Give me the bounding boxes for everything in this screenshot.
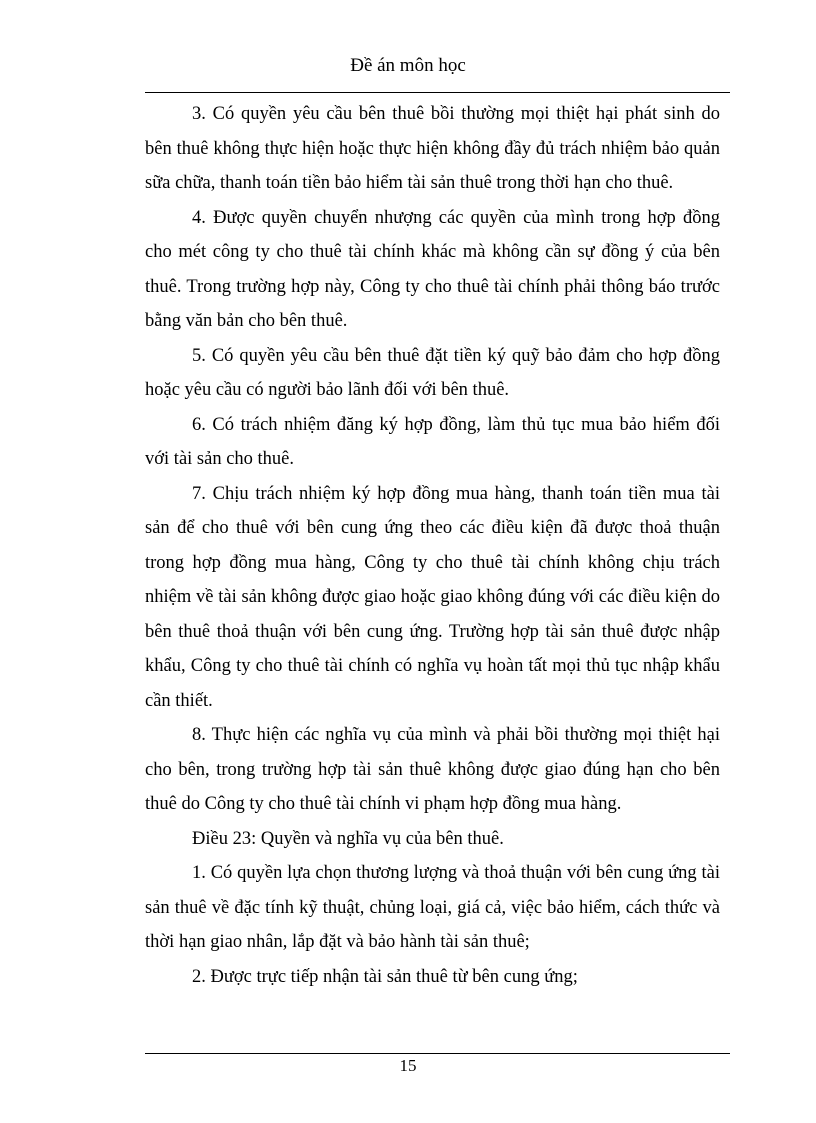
document-body: [145, 97, 720, 994]
footer-divider: [145, 1053, 730, 1054]
paragraph-item-4: 4. Được quyền chuyển nhượng các quyền của mình trong hợp đồng cho mét công ty cho thuê tài chính khác mà không cần sự đồng ý của bên thuê. Trong trường hợp này, Công ty cho thuê tài chính phải thông báo trước bằng văn bản cho bên thuê.: [145, 207, 720, 331]
paragraph-item-3: 3. Có quyền yêu cầu bên thuê bồi thường mọi thiệt hại phát sinh do bên thuê không thực hiện hoặc thực hiện không đầy đủ trách nhiệm bảo quản sữa chữa, thanh toán tiền bảo hiểm tài sản thuê trong thời hạn cho thuê.: [145, 104, 720, 193]
paragraph-item-6: 6. Có trách nhiệm đăng ký hợp đồng, làm thủ tục mua bảo hiểm đối với tài sản cho thuê.: [145, 414, 720, 469]
page-header-title: Đề án môn học: [350, 55, 466, 76]
paragraph-item-8: 8. Thực hiện các nghĩa vụ của mình và phải bồi thường mọi thiệt hại cho bên, trong trường hợp tài sản thuê không được giao đúng hạn cho bên thuê do Công ty cho thuê tài chính vi phạm hợp đồng mua hàng.: [145, 725, 720, 814]
header-divider: [145, 92, 730, 93]
page-number: 15: [399, 1056, 417, 1075]
paragraph-item-5: 5. Có quyền yêu cầu bên thuê đặt tiền ký quỹ bảo đảm cho hợp đồng hoặc yêu cầu có người bảo lãnh đối với bên thuê.: [145, 345, 720, 400]
paragraph-lessee-2: 2. Được trực tiếp nhận tài sản thuê từ bên cung ứng;: [192, 966, 578, 987]
paragraph-lessee-1: 1. Có quyền lựa chọn thương lượng và thoả thuận với bên cung ứng tài sản thuê về đặc tính kỹ thuật, chủng loại, giá cả, việc bảo hiểm, cách thức và thời hạn giao nhân, lắp đặt và bảo hành tài sản thuê;: [145, 863, 720, 952]
paragraph-item-7: 7. Chịu trách nhiệm ký hợp đồng mua hàng, thanh toán tiền mua tài sản để cho thuê với bên cung ứng theo các điều kiện đã được thoả thuận trong hợp đồng mua hàng, Công ty cho thuê tài chính không chịu trách nhiệm về tài sản không được giao hoặc giao không đúng với các điều kiện do bên thuê thoả thuận với bên cung ứng. Trường hợp tài sản thuê được nhập khẩu, Công ty cho thuê tài chính có nghĩa vụ hoàn tất mọi thủ tục nhập khẩu cần thiết.: [145, 483, 720, 711]
article-23-heading: Điều 23: Quyền và nghĩa vụ của bên thuê.: [192, 828, 504, 849]
